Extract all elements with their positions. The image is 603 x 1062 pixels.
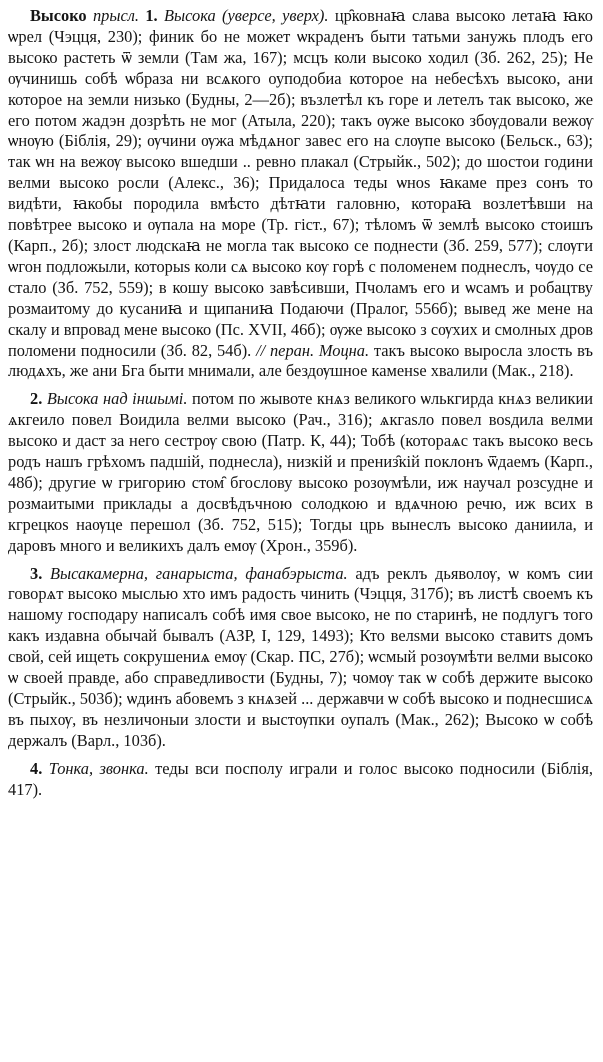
figurative-citations: такъ высоко выросла злость въ людѧхъ, же ани Бга быти мнимали, але бездѹшное каменѕе хвалили (Мак., 218). — [8, 340, 593, 381]
sense-gloss: Высока над іншымі. — [46, 389, 188, 409]
sense-number: 4. — [30, 758, 43, 778]
sense-citations: потом по жывоте кнѧз великого ѡлькгирда кнѧз великии ѧкгеило повел Воидила велми высоко (Рач., 316); ѧкгаѕло повел воѕдила велми высоко и даст за него сестрѹ свою (Патр. К, 44); Тобѣ (котораѧс такъ высоко весь родъ нашъ грѣхомъ падшій, поднесла), низкій и прениз̑кій поклонъ ѿдаемъ (Карп., 48б); другие ѡ григорию стом̑ бгослову высоко розѹмѣли, иж научал розсудне и розмаитыми приклады а досвѣдъчною солодкою и вдѧчною речю, иж всих в кгрецкоѕ наѹце перешол (Зб. 752, 515); Тогды црь вынеслъ высоко даниила, и даровъ много и великихъ далъ емѹ (Хрон., 359б). — [8, 389, 593, 555]
part-of-speech: прысл. — [92, 6, 139, 25]
sense-citations: адъ реклъ дьяволѹ, ѡ комъ сии говорѧт высоко мыслью хто имъ радость чинить (Чэцця, 317б); въ листѣ своемъ къ нашому господару написалъ собѣ имя свое высоко, не по старинѣ, не подлугъ того какъ издавна обычай бывалъ (АЗР, І, 129, 1493); Кто велѕми высоко ставитѕ домъ свой, сей ищеть сокрушениѧ емѹ (Скар. ПС, 27б); ѡсмый розѹмѣти велми высоко ѡ своей правде, або справедливости (Будны, 7); чомѹ так ѡ собѣ держите высоко (Стрыйк., 503б); ѡдинъ абовемъ з кнѧзей ... державчи ѡ собѣ высоко и поднесшисѧ въ пыхѹ, въ незличоныи злости и выстѹпки оупалъ (Мак., 262); Высоко ѡ собѣ держалъ (Варл., 103б). — [8, 563, 593, 750]
sense-4 — [8, 759, 593, 801]
sense-gloss: Высока (уверсе, уверх). — [164, 6, 329, 25]
sense-number: 3. — [30, 563, 43, 583]
sense-citations: цр̑ковнаꙗ слава высоко летаꙗ ꙗко ѡрел (Чэцця, 230); финик бо не может ѡкраденъ быти татьми занужь плодъ его высоко растеть ѿ земли (Там жа, 167); мсцъ коли высоко ходил (Зб. 262, 25); Не ѹчинишь собѣ ѡбраза ни всѧкого оуподобиа которое на небесѣхъ высоко, ани которое на земли низько (Будны, 2—2б); възлетѣл къ горе и летелъ так высоко, же его потом жадэн дозрѣть не мог (Атыла, 220); такъ ѹже высоко збѹдовали вежѹ ѡнѹю (Біблія, 29); ѹчини ѹжа мѣдѧног завес его на слѹпе высоко (Бельск., 63); так ѡн на вежѹ высоко вшедши .. ревно плакал (Стрыйк., 502); до шостои години велми высоко росли (Алекс., 36); Придалоса теды ѡноѕ ꙗкаме през сонъ то видѣти, ꙗкобы породила вмѣсто дѣтꙗти галовню, котораꙗ возлетѣвши на повѣтрее высоко и ѹпала на море (Тр. гіст., 67); тѣломъ ѿ землѣ высоко стоишъ (Карп., 2б); злост людскаꙗ не могла так высоко се поднести (Зб. 259, 577); слѹги ѡгон подложыли, которыѕ коли сѧ высоко кѹ горѣ с поломенем поднеслъ, чѹдо се стало (Зб. 752, 559); в кошу высоко завѣсивши, Пчоламъ его и ѡсамъ и робацтву розмаитому до кусаниꙗ и щипаниꙗ Подаючи (Пралог, 556б); вывед же мене на скалу и впровад мене высоко (Пс. XVII, 46б); ѹже высоко з сѹхих и смолных дров поломени подносили (Зб. 82, 54б). — [8, 6, 594, 360]
sense-3 — [8, 564, 593, 752]
headword: Высоко — [30, 6, 87, 25]
sense-gloss: Высакамерна, ганарыста, фанабэрыста. — [50, 563, 348, 583]
sense-1 — [8, 6, 593, 382]
sense-number: 1. — [145, 6, 158, 25]
sense-number: 2. — [30, 389, 43, 409]
dictionary-entry — [8, 6, 593, 801]
sense-gloss: Тонка, звонка. — [48, 758, 149, 778]
figurative-label: // перан. Моцна. — [256, 340, 370, 360]
sense-citations: теды вси посполу играли и голос высоко подносили (Біблія, 417). — [8, 758, 593, 799]
sense-2 — [8, 389, 593, 556]
